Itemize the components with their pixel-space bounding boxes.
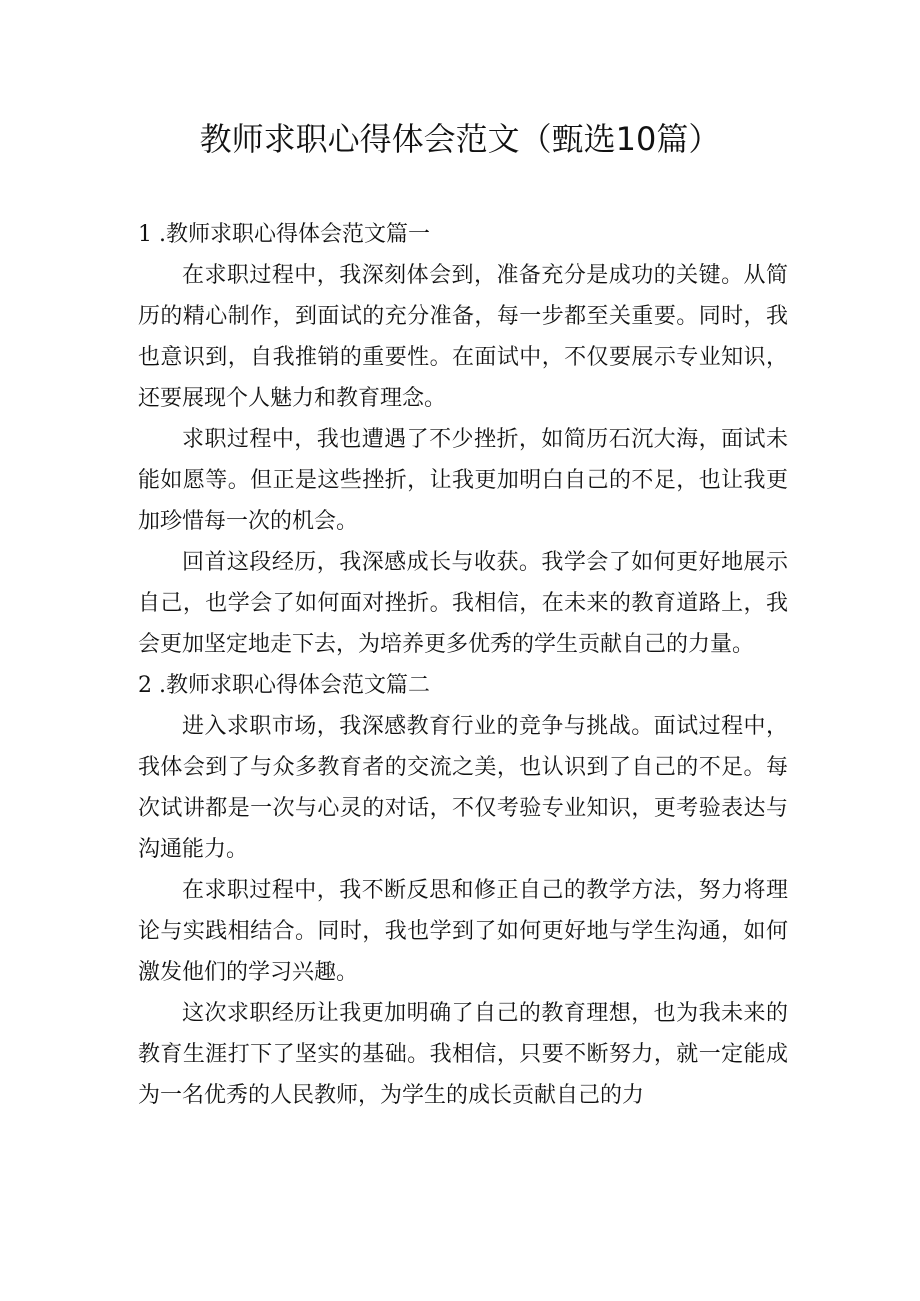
section-2 <box>138 665 788 1116</box>
paragraph: 在求职过程中，我深刻体会到，准备充分是成功的关键。从简历的精心制作，到面试的充分准备，每一步都至关重要。同时，我也意识到，自我推销的重要性。在面试中，不仅要展示专业知识，还要展现个人魅力和教育理念。 <box>138 263 788 411</box>
paragraph: 进入求职市场，我深感教育行业的竞争与挑战。面试过程中，我体会到了与众多教育者的交流之美，也认识到了自己的不足。每次试讲都是一次与心灵的对话，不仅考验专业知识，更考验表达与沟通能力。 <box>138 714 788 862</box>
section-1 <box>138 214 788 665</box>
section-heading: 1 .教师求职心得体会范文篇一 <box>138 222 430 247</box>
paragraph: 求职过程中，我也遭遇了不少挫折，如简历石沉大海，面试未能如愿等。但正是这些挫折，让我更加明白自己的不足，也让我更加珍惜每一次的机会。 <box>138 427 788 534</box>
document-title: 教师求职心得体会范文（甄选10篇） <box>199 120 721 158</box>
paragraph: 这次求职经历让我更加明确了自己的教育理想，也为我未来的教育生涯打下了坚实的基础。我相信，只要不断努力，就一定能成为一名优秀的人民教师，为学生的成长贡献自己的力 <box>138 1001 788 1108</box>
document-body <box>138 214 788 1116</box>
paragraph: 回首这段经历，我深感成长与收获。我学会了如何更好地展示自己，也学会了如何面对挫折。我相信，在未来的教育道路上，我会更加坚定地走下去，为培养更多优秀的学生贡献自己的力量。 <box>138 550 788 657</box>
section-heading: 2 .教师求职心得体会范文篇二 <box>138 673 430 698</box>
paragraph: 在求职过程中，我不断反思和修正自己的教学方法，努力将理论与实践相结合。同时，我也学到了如何更好地与学生沟通，如何激发他们的学习兴趣。 <box>138 878 788 985</box>
